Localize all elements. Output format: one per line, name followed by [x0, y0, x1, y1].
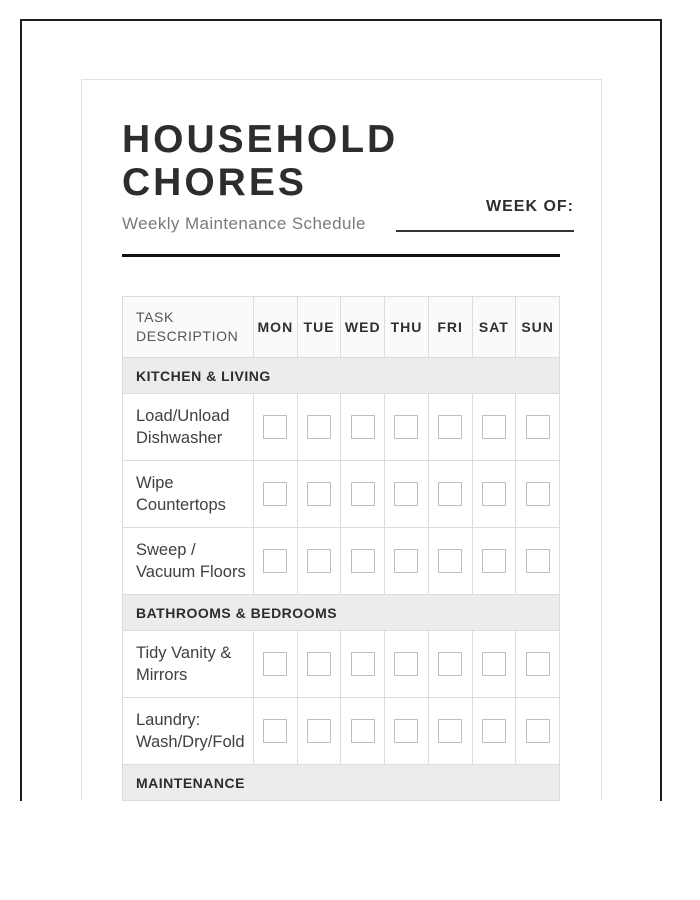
checkbox-laundry-wash-dry-fold-fri[interactable]	[438, 719, 462, 743]
checkbox-wipe-countertops-thu[interactable]	[394, 482, 418, 506]
check-cell-tue	[297, 528, 341, 595]
task-row-load-unload-dishwasher	[123, 394, 560, 461]
checkbox-sweep-vacuum-floors-mon[interactable]	[263, 549, 287, 573]
checkbox-wipe-countertops-sat[interactable]	[482, 482, 506, 506]
task-row-laundry-wash-dry-fold	[123, 698, 560, 765]
checkbox-load-unload-dishwasher-sun[interactable]	[526, 415, 550, 439]
checkbox-sweep-vacuum-floors-tue[interactable]	[307, 549, 331, 573]
check-cell-wed	[341, 631, 385, 698]
header-divider	[122, 254, 560, 257]
section-label: BATHROOMS & BEDROOMS	[123, 595, 560, 631]
day-header-tue: TUE	[297, 297, 341, 358]
checkbox-sweep-vacuum-floors-thu[interactable]	[394, 549, 418, 573]
check-cell-wed	[341, 528, 385, 595]
checkbox-wipe-countertops-tue[interactable]	[307, 482, 331, 506]
check-cell-tue	[297, 394, 341, 461]
checkbox-tidy-vanity-mirrors-sat[interactable]	[482, 652, 506, 676]
check-cell-fri	[428, 461, 472, 528]
check-cell-sat	[472, 394, 516, 461]
section-label: MAINTENANCE	[123, 765, 560, 801]
checkbox-tidy-vanity-mirrors-fri[interactable]	[438, 652, 462, 676]
check-cell-sat	[472, 698, 516, 765]
check-cell-fri	[428, 394, 472, 461]
day-header-thu: THU	[385, 297, 429, 358]
check-cell-thu	[385, 528, 429, 595]
check-cell-sun	[516, 631, 560, 698]
checkbox-laundry-wash-dry-fold-sun[interactable]	[526, 719, 550, 743]
checkbox-load-unload-dishwasher-tue[interactable]	[307, 415, 331, 439]
check-cell-mon	[254, 631, 298, 698]
check-cell-tue	[297, 461, 341, 528]
check-cell-thu	[385, 631, 429, 698]
check-cell-thu	[385, 698, 429, 765]
check-cell-wed	[341, 394, 385, 461]
check-cell-mon	[254, 698, 298, 765]
checkbox-tidy-vanity-mirrors-tue[interactable]	[307, 652, 331, 676]
task-label: Tidy Vanity & Mirrors	[123, 631, 254, 698]
checkbox-laundry-wash-dry-fold-thu[interactable]	[394, 719, 418, 743]
checkbox-load-unload-dishwasher-wed[interactable]	[351, 415, 375, 439]
task-row-tidy-vanity-mirrors	[123, 631, 560, 698]
checkbox-load-unload-dishwasher-fri[interactable]	[438, 415, 462, 439]
week-of-field	[396, 197, 574, 232]
section-label: KITCHEN & LIVING	[123, 358, 560, 394]
check-cell-sun	[516, 394, 560, 461]
checkbox-sweep-vacuum-floors-wed[interactable]	[351, 549, 375, 573]
checkbox-tidy-vanity-mirrors-mon[interactable]	[263, 652, 287, 676]
check-cell-wed	[341, 698, 385, 765]
checkbox-sweep-vacuum-floors-sun[interactable]	[526, 549, 550, 573]
task-label: Sweep / Vacuum Floors	[123, 528, 254, 595]
task-label: Load/Unload Dishwasher	[123, 394, 254, 461]
checkbox-wipe-countertops-wed[interactable]	[351, 482, 375, 506]
table-header-row	[123, 297, 560, 358]
task-label: Laundry: Wash/Dry/Fold	[123, 698, 254, 765]
checkbox-wipe-countertops-sun[interactable]	[526, 482, 550, 506]
day-header-sun: SUN	[516, 297, 560, 358]
day-header-fri: FRI	[428, 297, 472, 358]
check-cell-fri	[428, 631, 472, 698]
check-cell-mon	[254, 528, 298, 595]
checkbox-tidy-vanity-mirrors-sun[interactable]	[526, 652, 550, 676]
check-cell-fri	[428, 528, 472, 595]
checkbox-sweep-vacuum-floors-fri[interactable]	[438, 549, 462, 573]
day-header-sat: SAT	[472, 297, 516, 358]
check-cell-thu	[385, 461, 429, 528]
check-cell-sun	[516, 698, 560, 765]
check-cell-tue	[297, 631, 341, 698]
section-row-maintenance	[123, 765, 560, 801]
worksheet-content	[82, 80, 601, 801]
section-row-bathrooms-bedrooms	[123, 595, 560, 631]
check-cell-sun	[516, 461, 560, 528]
task-row-sweep-vacuum-floors	[123, 528, 560, 595]
task-label: Wipe Countertops	[123, 461, 254, 528]
page-title: HOUSEHOLD CHORES	[122, 118, 399, 204]
checkbox-load-unload-dishwasher-sat[interactable]	[482, 415, 506, 439]
task-row-wipe-countertops	[123, 461, 560, 528]
checkbox-laundry-wash-dry-fold-tue[interactable]	[307, 719, 331, 743]
outer-frame	[20, 19, 662, 801]
checkbox-tidy-vanity-mirrors-wed[interactable]	[351, 652, 375, 676]
check-cell-tue	[297, 698, 341, 765]
check-cell-sat	[472, 631, 516, 698]
day-header-mon: MON	[254, 297, 298, 358]
checkbox-laundry-wash-dry-fold-wed[interactable]	[351, 719, 375, 743]
checkbox-wipe-countertops-fri[interactable]	[438, 482, 462, 506]
checkbox-sweep-vacuum-floors-sat[interactable]	[482, 549, 506, 573]
check-cell-mon	[254, 461, 298, 528]
check-cell-sun	[516, 528, 560, 595]
checkbox-tidy-vanity-mirrors-thu[interactable]	[394, 652, 418, 676]
week-of-label: WEEK OF:	[486, 198, 574, 215]
day-header-wed: WED	[341, 297, 385, 358]
checkbox-laundry-wash-dry-fold-sat[interactable]	[482, 719, 506, 743]
page-subtitle: Weekly Maintenance Schedule	[122, 214, 366, 233]
task-description-header: TASK DESCRIPTION	[123, 297, 254, 358]
checkbox-wipe-countertops-mon[interactable]	[263, 482, 287, 506]
checkbox-load-unload-dishwasher-mon[interactable]	[263, 415, 287, 439]
check-cell-sat	[472, 528, 516, 595]
check-cell-fri	[428, 698, 472, 765]
check-cell-thu	[385, 394, 429, 461]
checkbox-load-unload-dishwasher-thu[interactable]	[394, 415, 418, 439]
check-cell-sat	[472, 461, 516, 528]
section-row-kitchen-living	[123, 358, 560, 394]
check-cell-mon	[254, 394, 298, 461]
worksheet-card	[81, 79, 602, 801]
check-cell-wed	[341, 461, 385, 528]
chores-table	[122, 296, 560, 801]
checkbox-laundry-wash-dry-fold-mon[interactable]	[263, 719, 287, 743]
week-of-input-line[interactable]	[396, 230, 574, 232]
table-body	[123, 358, 560, 801]
